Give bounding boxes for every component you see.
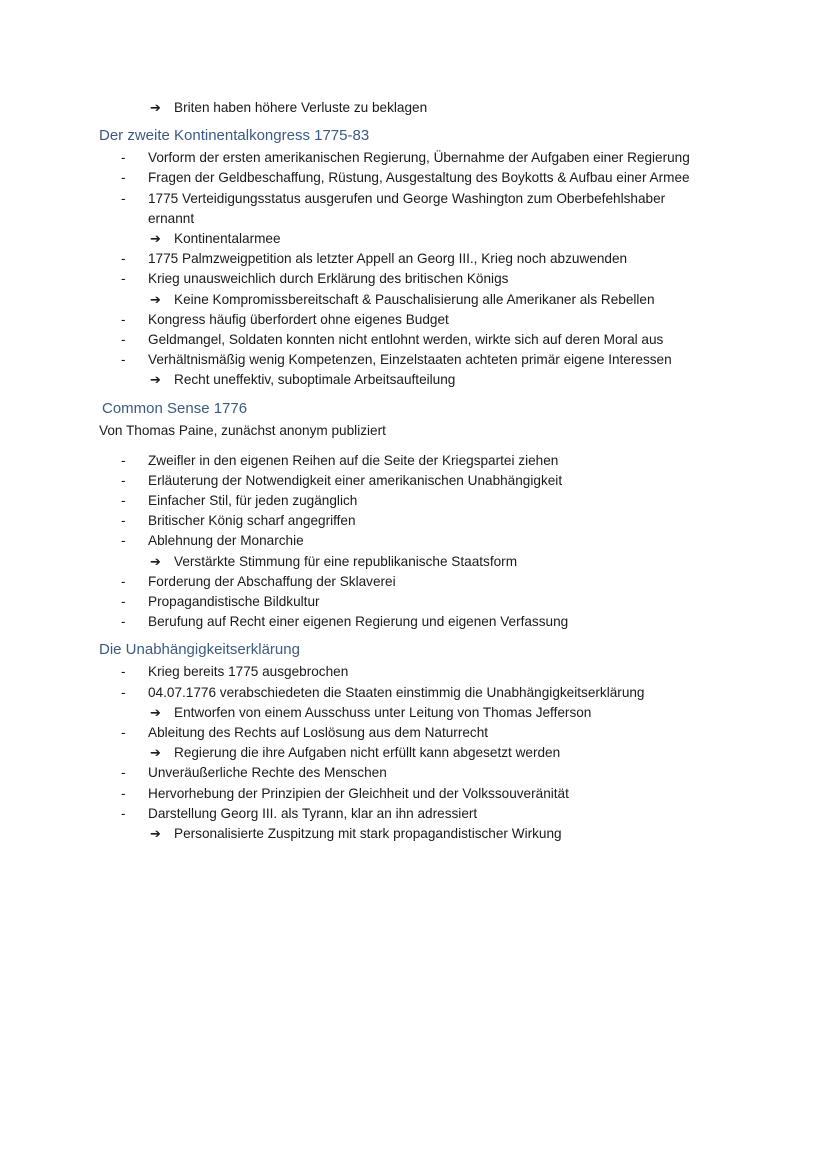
list-item: [0, 592, 828, 612]
bullet-dash: -: [121, 664, 126, 680]
arrow-icon: ➔: [150, 745, 161, 761]
bullet-dash: -: [121, 573, 126, 589]
list-item-text: Unveräußerliche Rechte des Menschen: [148, 765, 387, 781]
list-item: [0, 683, 828, 703]
list-item-text: Ableitung des Rechts auf Loslösung aus dem Naturrecht: [148, 725, 489, 741]
list-item-text: 04.07.1776 verabschiedeten die Staaten einstimmig die Unabhängigkeitserklärung: [148, 684, 645, 700]
list-item-text: Verhältnismäßig wenig Kompetenzen, Einzelstaaten achteten primär eigene Interessen: [148, 352, 672, 368]
section-subtitle-common-sense: Von Thomas Paine, zunächst anonym publiziert: [99, 422, 386, 438]
arrow-text: Verstärkte Stimmung für eine republikanische Staatsform: [174, 553, 518, 569]
list-item: [0, 804, 828, 824]
list-item: [0, 784, 828, 804]
list-item: [0, 330, 828, 350]
bullet-dash: -: [121, 594, 126, 610]
arrow-point: [0, 98, 828, 118]
arrow-text: Kontinentalarmee: [174, 231, 281, 247]
arrow-icon: ➔: [150, 553, 161, 569]
arrow-icon: ➔: [150, 826, 161, 842]
bullet-dash: -: [121, 251, 126, 267]
list-item-text: Hervorhebung der Prinzipien der Gleichheit und der Volkssouveränität: [148, 785, 569, 801]
arrow-icon: ➔: [150, 372, 161, 388]
section-heading-unabhaengigkeitserklaerung: Die Unabhängigkeitserklärung: [99, 641, 300, 659]
arrow-text: Keine Kompromissbereitschaft & Pauschalisierung alle Amerikaner als Rebellen: [174, 291, 655, 307]
arrow-icon: ➔: [150, 291, 161, 307]
list-item: [0, 451, 828, 471]
list-item: [0, 148, 828, 168]
list-item: [0, 269, 828, 289]
bullet-dash: -: [121, 452, 126, 468]
arrow-point: [0, 290, 828, 310]
list-item: [0, 531, 828, 551]
arrow-point: [0, 824, 828, 844]
list-item-text: Fragen der Geldbeschaffung, Rüstung, Ausgestaltung des Boykotts & Aufbau einer Armee: [148, 170, 690, 186]
section-heading-kontinentalkongress: Der zweite Kontinentalkongress 1775-83: [99, 127, 370, 145]
list-item-text: Ablehnung der Monarchie: [148, 533, 304, 549]
list-item-text: Kongress häufig überfordert ohne eigenes Budget: [148, 311, 449, 327]
list-item-text: Britischer König scharf angegriffen: [148, 513, 356, 529]
list-item: [0, 723, 828, 743]
list-kontinentalkongress: [0, 148, 828, 390]
list-item-text: Einfacher Stil, für jeden zugänglich: [148, 493, 358, 509]
bullet-dash: -: [121, 533, 126, 549]
list-item-text: Geldmangel, Soldaten konnten nicht entlohnt werden, wirkte sich auf deren Moral aus: [148, 332, 664, 348]
arrow-text: Regierung die ihre Aufgaben nicht erfüllt kann abgesetzt werden: [174, 745, 561, 761]
list-item: [0, 471, 828, 491]
arrow-text: Briten haben höhere Verluste zu beklagen: [174, 100, 428, 115]
arrow-text: Personalisierte Zuspitzung mit stark propagandistischer Wirkung: [174, 826, 562, 842]
spacer: [0, 441, 828, 451]
list-item-text: 1775 Verteidigungsstatus ausgerufen und George Washington zum Oberbefehlshaber ernannt: [148, 190, 666, 226]
arrow-point: [0, 703, 828, 723]
arrow-point: [0, 229, 828, 249]
arrow-icon: ➔: [150, 100, 161, 115]
arrow-icon: ➔: [150, 231, 161, 247]
list-item-text: Vorform der ersten amerikanischen Regierung, Übernahme der Aufgaben einer Regierung: [148, 150, 690, 166]
list-item: [0, 249, 828, 269]
list-item-text: Berufung auf Recht einer eigenen Regierung und eigenen Verfassung: [148, 614, 569, 630]
list-item-text: 1775 Palmzweigpetition als letzter Appell an Georg III., Krieg noch abzuwenden: [148, 251, 628, 267]
bullet-dash: -: [121, 513, 126, 529]
bullet-dash: -: [121, 614, 126, 630]
bullet-dash: -: [121, 352, 126, 368]
list-item: [0, 189, 828, 229]
list-item: [0, 572, 828, 592]
arrow-point: [0, 743, 828, 763]
bullet-dash: -: [121, 493, 126, 509]
list-item: [0, 763, 828, 783]
list-item: [0, 350, 828, 370]
section-heading-common-sense: Common Sense 1776: [102, 399, 248, 417]
bullet-dash: -: [121, 725, 126, 741]
bullet-dash: -: [121, 472, 126, 488]
list-item: [0, 511, 828, 531]
list-item: [0, 491, 828, 511]
arrow-point: [0, 552, 828, 572]
bullet-dash: -: [121, 170, 126, 186]
list-item-text: Zweifler in den eigenen Reihen auf die Seite der Kriegspartei ziehen: [148, 452, 559, 468]
arrow-point: [0, 370, 828, 390]
list-unabhaengigkeitserklaerung: [0, 662, 828, 844]
bullet-dash: -: [121, 684, 126, 700]
bullet-dash: -: [121, 190, 126, 206]
arrow-text: Recht uneffektiv, suboptimale Arbeitsaufteilung: [174, 372, 456, 388]
bullet-dash: -: [121, 805, 126, 821]
bullet-dash: -: [121, 332, 126, 348]
list-item: [0, 662, 828, 682]
list-item-text: Forderung der Abschaffung der Sklaverei: [148, 573, 396, 589]
bullet-dash: -: [121, 785, 126, 801]
list-item-text: Krieg bereits 1775 ausgebrochen: [148, 664, 349, 680]
list-item: [0, 612, 828, 632]
list-item-text: Krieg unausweichlich durch Erklärung des britischen Königs: [148, 271, 509, 287]
arrow-icon: ➔: [150, 704, 161, 720]
list-item: [0, 168, 828, 188]
bullet-dash: -: [121, 311, 126, 327]
arrow-text: Entworfen von einem Ausschuss unter Leitung von Thomas Jefferson: [174, 704, 592, 720]
list-item: [0, 310, 828, 330]
list-item-text: Propagandistische Bildkultur: [148, 594, 320, 610]
list-item-text: Darstellung Georg III. als Tyrann, klar an ihn adressiert: [148, 805, 478, 821]
list-common-sense: [0, 451, 828, 633]
bullet-dash: -: [121, 150, 126, 166]
bullet-dash: -: [121, 271, 126, 287]
list-item-text: Erläuterung der Notwendigkeit einer amerikanischen Unabhängigkeit: [148, 472, 563, 488]
bullet-dash: -: [121, 765, 126, 781]
